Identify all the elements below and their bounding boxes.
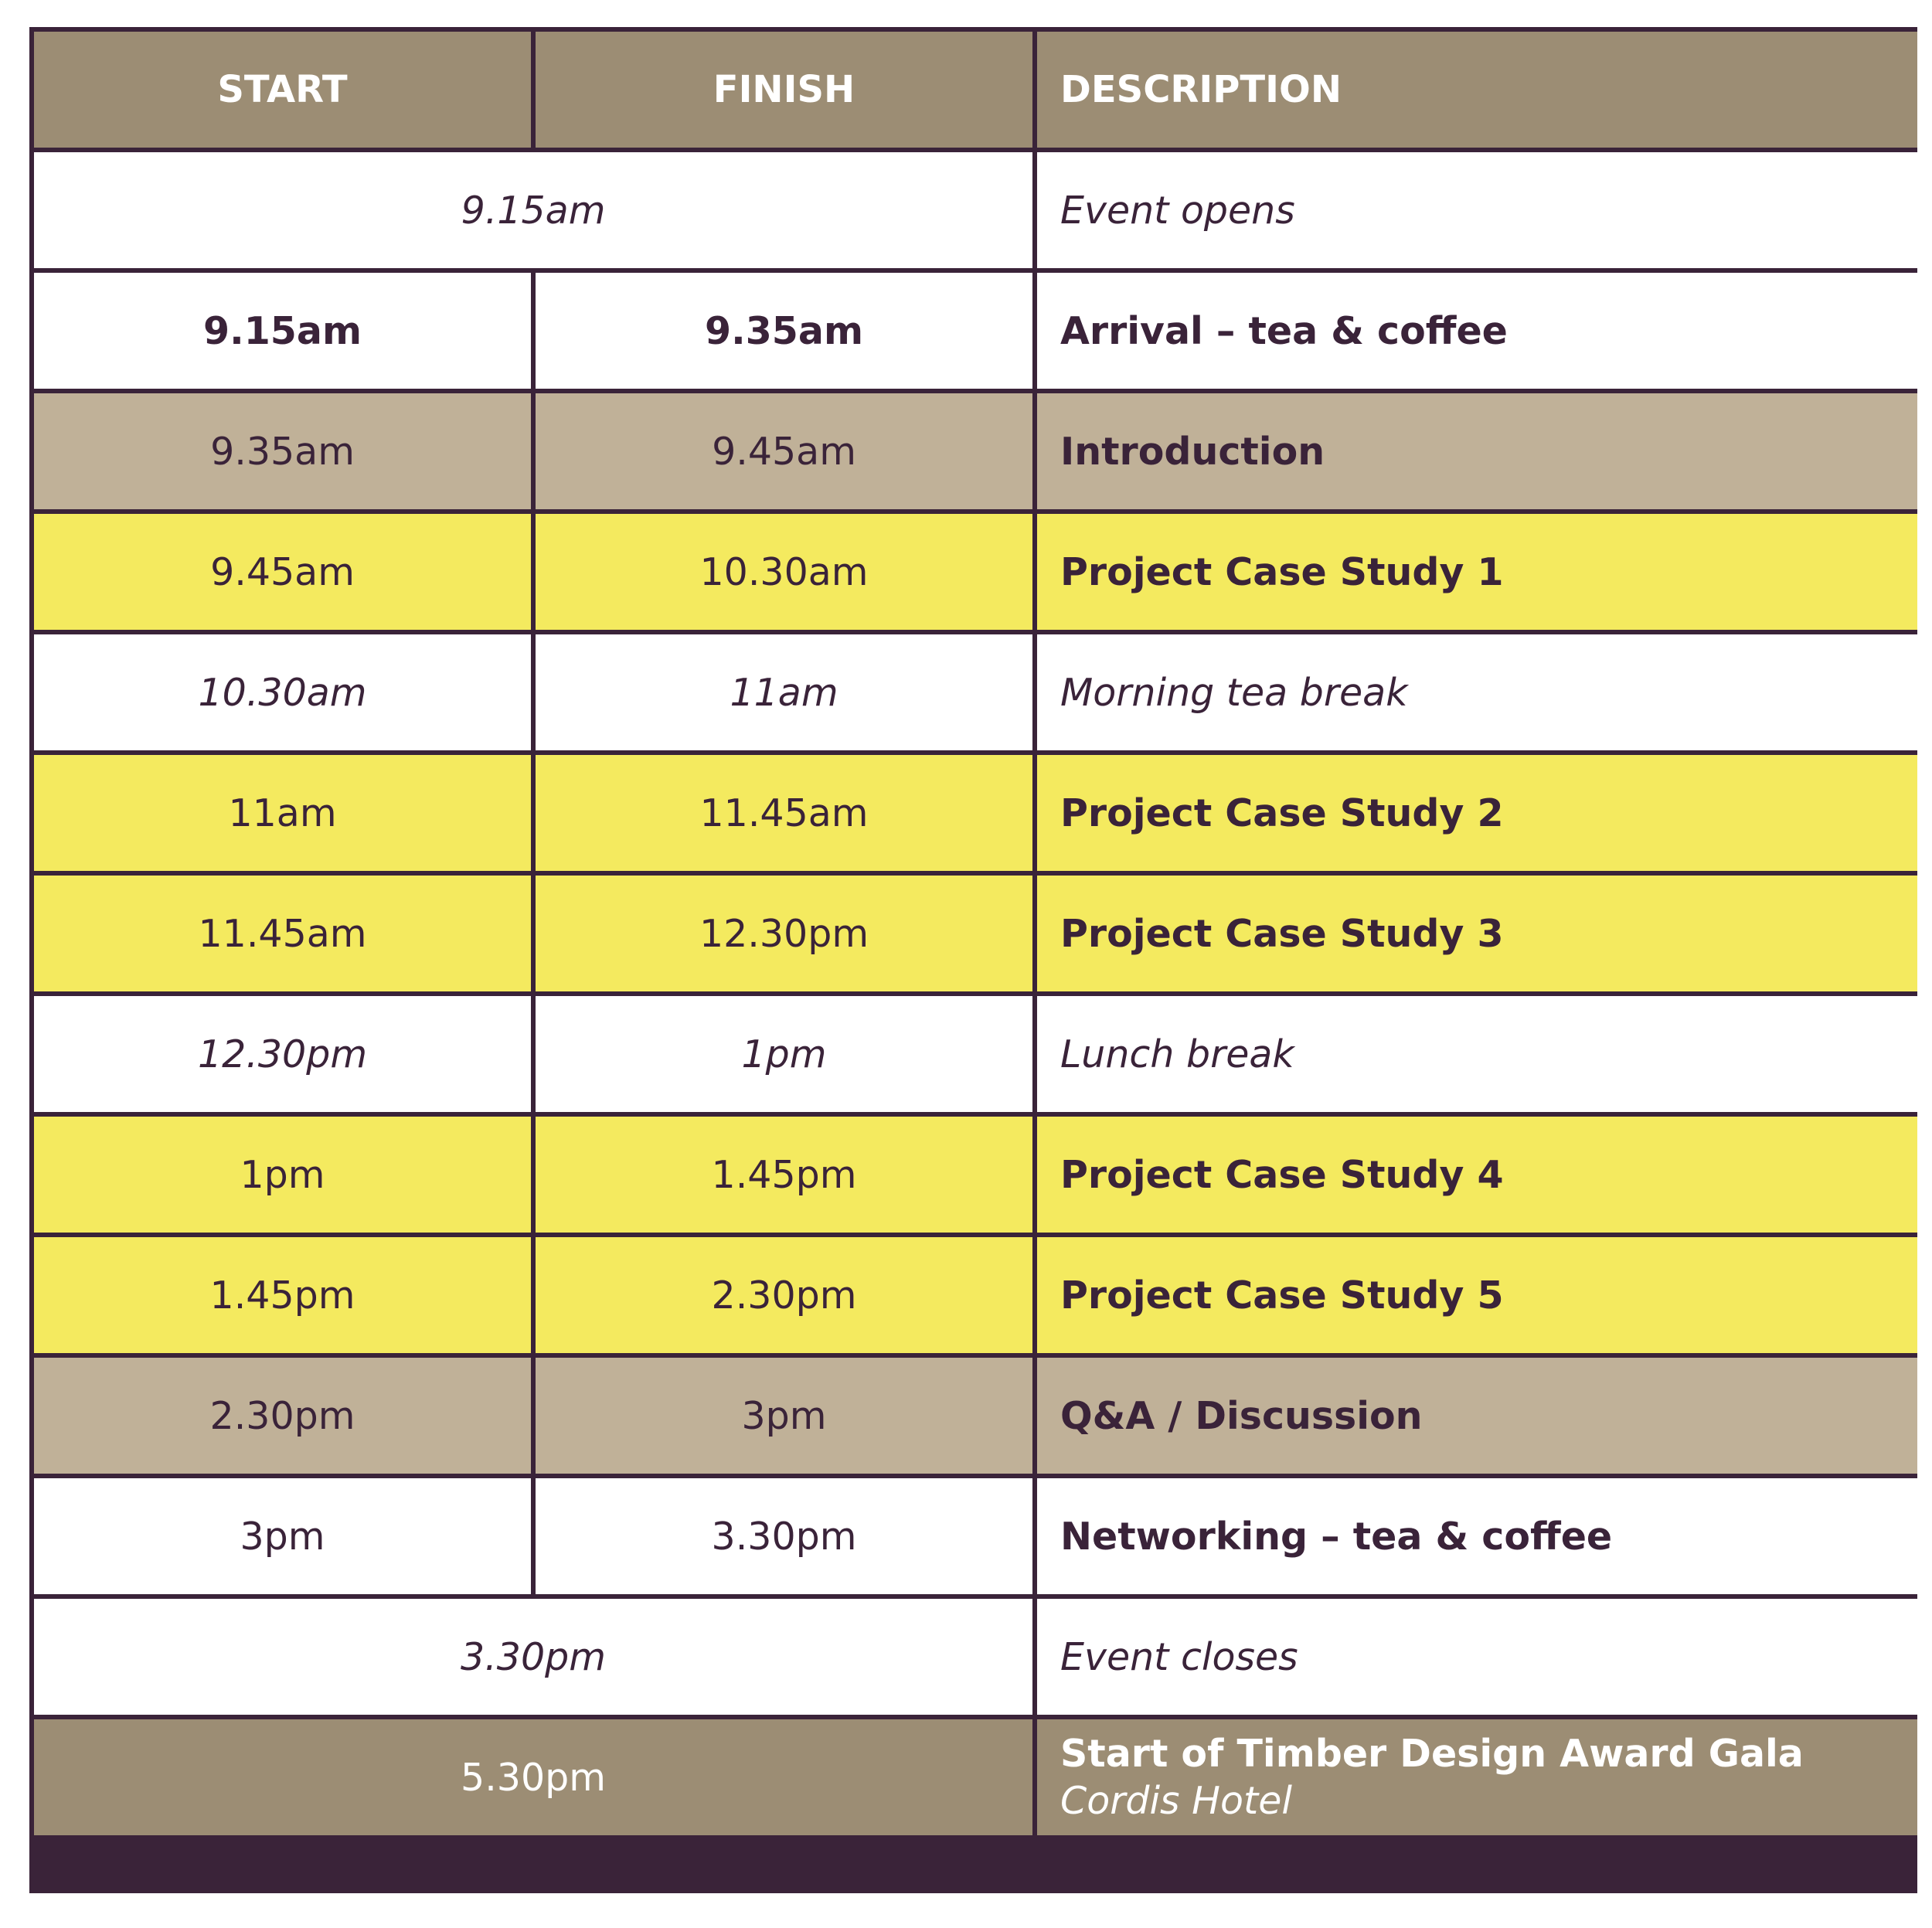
row-finish: 9.35am — [536, 273, 1032, 389]
row-start: 11.45am — [34, 876, 531, 991]
row-finish: 1.45pm — [536, 1117, 1032, 1233]
row-start: 9.15am — [34, 273, 531, 389]
gala-venue: Cordis Hotel — [1060, 1779, 1292, 1823]
row-description: Q&A / Discussion — [1037, 1358, 1917, 1474]
row-time: 3.30pm — [34, 1599, 1032, 1715]
row-finish: 12.30pm — [536, 876, 1032, 991]
row-start: 3pm — [34, 1478, 531, 1594]
header-start: START — [34, 32, 531, 148]
row-start: 9.45am — [34, 514, 531, 630]
row-description: Project Case Study 4 — [1037, 1117, 1917, 1233]
gala-title: Start of Timber Design Award Gala — [1060, 1732, 1804, 1776]
row-time: 5.30pm — [34, 1719, 1032, 1835]
row-description: Project Case Study 3 — [1037, 876, 1917, 991]
row-description: Networking – tea & coffee — [1037, 1478, 1917, 1594]
row-description: Arrival – tea & coffee — [1037, 273, 1917, 389]
row-finish: 2.30pm — [536, 1237, 1032, 1353]
gala-description — [1037, 1719, 1917, 1835]
row-finish: 1pm — [536, 996, 1032, 1112]
row-description: Introduction — [1037, 393, 1917, 509]
row-description: Event opens — [1037, 152, 1917, 268]
row-description: Morning tea break — [1037, 634, 1917, 750]
row-finish: 9.45am — [536, 393, 1032, 509]
row-start: 11am — [34, 755, 531, 871]
row-description: Project Case Study 2 — [1037, 755, 1917, 871]
row-time: 9.15am — [34, 152, 1032, 268]
header-finish: FINISH — [536, 32, 1032, 148]
row-finish: 3pm — [536, 1358, 1032, 1474]
row-start: 12.30pm — [34, 996, 531, 1112]
row-description: Project Case Study 1 — [1037, 514, 1917, 630]
row-start: 2.30pm — [34, 1358, 531, 1474]
row-finish: 3.30pm — [536, 1478, 1032, 1594]
row-start: 1.45pm — [34, 1237, 531, 1353]
row-finish: 11.45am — [536, 755, 1032, 871]
row-description: Project Case Study 5 — [1037, 1237, 1917, 1353]
row-finish: 11am — [536, 634, 1032, 750]
row-description: Lunch break — [1037, 996, 1917, 1112]
header-description: DESCRIPTION — [1037, 32, 1917, 148]
row-start: 9.35am — [34, 393, 531, 509]
schedule-table — [29, 27, 1917, 1893]
row-finish: 10.30am — [536, 514, 1032, 630]
row-start: 1pm — [34, 1117, 531, 1233]
row-start: 10.30am — [34, 634, 531, 750]
row-description: Event closes — [1037, 1599, 1917, 1715]
